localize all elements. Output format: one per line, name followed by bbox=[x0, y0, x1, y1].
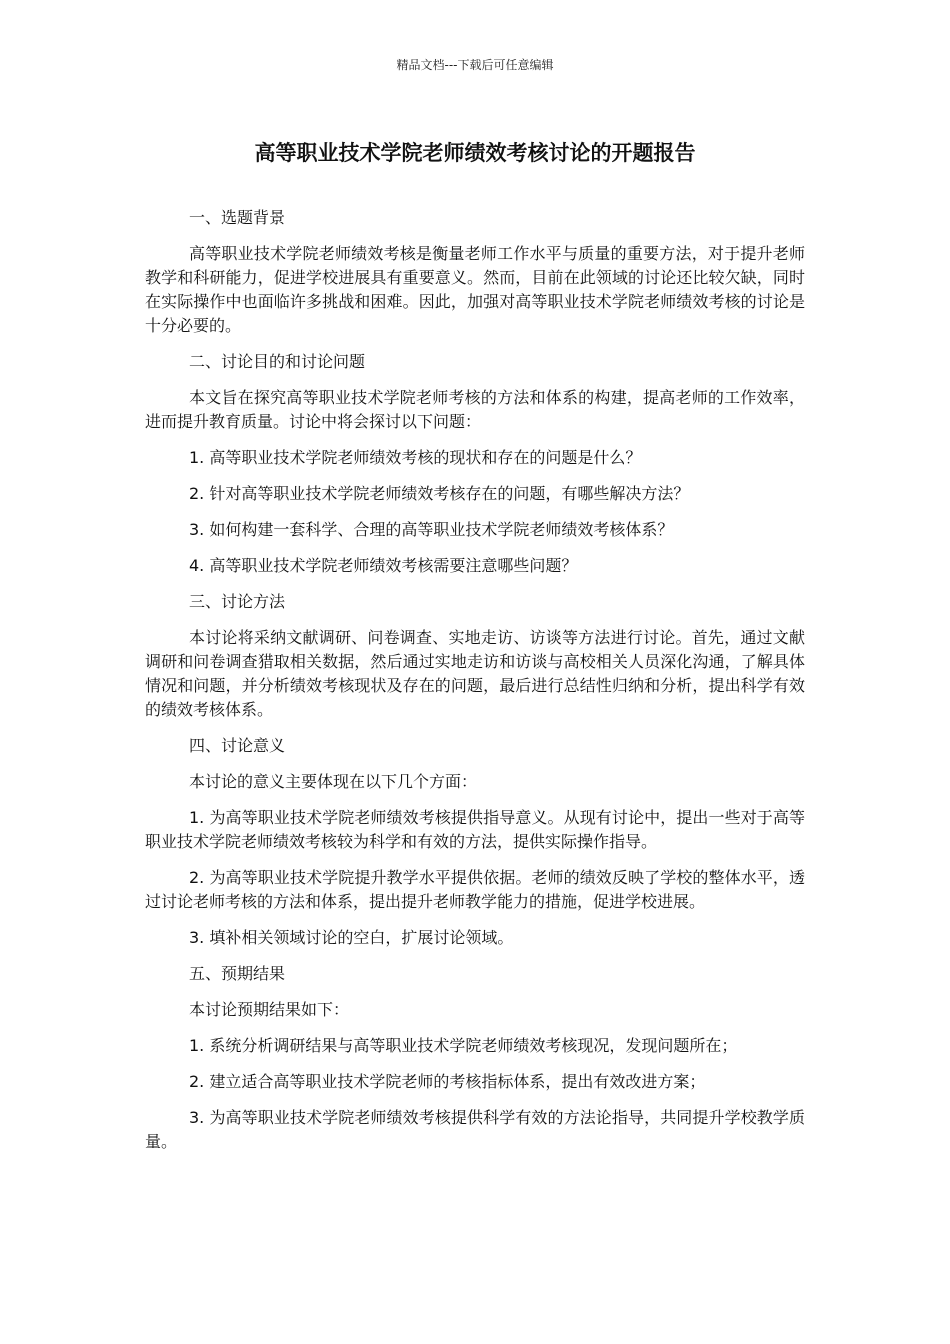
section-heading-background: 一、选题背景 bbox=[189, 208, 286, 227]
paragraph-purpose: 本文旨在探究高等职业技术学院老师考核的方法和体系的构建，提高老师的工作效率，进而提升教育质量。讨论中将会探讨以下问题： bbox=[145, 388, 805, 431]
document-title: 高等职业技术学院老师绩效考核讨论的开题报告 bbox=[254, 141, 696, 165]
section-heading-purpose: 二、讨论目的和讨论问题 bbox=[189, 352, 366, 371]
list-item-question-2: 2. 针对高等职业技术学院老师绩效考核存在的问题，有哪些解决方法？ bbox=[189, 484, 690, 503]
paragraph-method: 本讨论将采纳文献调研、问卷调查、实地走访、访谈等方法进行讨论。首先，通过文献调研和问卷调查猎取相关数据，然后通过实地走访和访谈与高校相关人员深化沟通，了解具体情况和问题，并分析绩效考核现状及存在的问题，最后进行总结性归纳和分析，提出科学有效的绩效考核体系。 bbox=[145, 628, 805, 719]
list-item-significance-2: 2. 为高等职业技术学院提升教学水平提供依据。老师的绩效反映了学校的整体水平，透过讨论老师考核的方法和体系，提出提升老师教学能力的措施，促进学校进展。 bbox=[145, 868, 805, 911]
section-heading-method: 三、讨论方法 bbox=[189, 592, 286, 611]
page-header: 精品文档---下载后可任意编辑 bbox=[396, 58, 554, 72]
list-item-question-1: 1. 高等职业技术学院老师绩效考核的现状和存在的问题是什么？ bbox=[189, 448, 642, 467]
list-item-result-1: 1. 系统分析调研结果与高等职业技术学院老师绩效考核现况，发现问题所在； bbox=[189, 1036, 738, 1055]
paragraph-significance-intro: 本讨论的意义主要体现在以下几个方面： bbox=[189, 772, 478, 791]
paragraph-background: 高等职业技术学院老师绩效考核是衡量老师工作水平与质量的重要方法，对于提升老师教学和科研能力，促进学校进展具有重要意义。然而，目前在此领域的讨论还比较欠缺，同时在实际操作中也面临许多挑战和困难。因此，加强对高等职业技术学院老师绩效考核的讨论是十分必要的。 bbox=[145, 244, 805, 335]
section-heading-significance: 四、讨论意义 bbox=[189, 736, 286, 755]
list-item-result-2: 2. 建立适合高等职业技术学院老师的考核指标体系，提出有效改进方案； bbox=[189, 1072, 706, 1091]
list-item-result-3: 3. 为高等职业技术学院老师绩效考核提供科学有效的方法论指导，共同提升学校教学质量。 bbox=[145, 1108, 805, 1151]
list-item-significance-3: 3. 填补相关领域讨论的空白，扩展讨论领域。 bbox=[189, 928, 514, 947]
list-item-question-3: 3. 如何构建一套科学、合理的高等职业技术学院老师绩效考核体系？ bbox=[189, 520, 674, 539]
list-item-significance-1: 1. 为高等职业技术学院老师绩效考核提供指导意义。从现有讨论中，提出一些对于高等职业技术学院老师绩效考核较为科学和有效的方法，提供实际操作指导。 bbox=[145, 808, 805, 851]
paragraph-results-intro: 本讨论预期结果如下： bbox=[189, 1000, 350, 1019]
document-body bbox=[145, 206, 805, 1166]
list-item-question-4: 4. 高等职业技术学院老师绩效考核需要注意哪些问题？ bbox=[189, 556, 578, 575]
section-heading-results: 五、预期结果 bbox=[189, 964, 286, 983]
